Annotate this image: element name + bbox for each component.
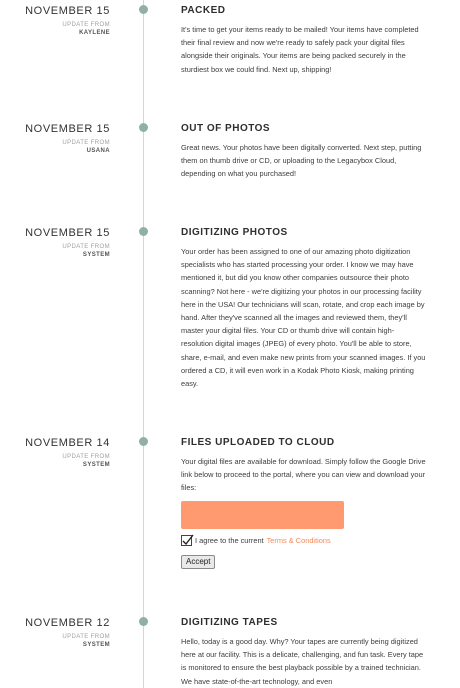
entry-body: Hello, today is a good day. Why? Your tapes are currently being digitized here at our facility. This is a delicate, challenging, and fun task. Every tape is monitored to ensure the best playback possible by a trained technician. We have state-of-the-art technology, and even bbox=[181, 637, 424, 686]
entry-content bbox=[181, 617, 426, 688]
timeline-dot bbox=[139, 5, 148, 14]
update-from-name: SYSTEM bbox=[82, 642, 110, 648]
terms-conditions-link[interactable]: Terms & Conditions bbox=[266, 536, 331, 546]
entry-title: FILES UPLOADED TO CLOUD bbox=[181, 437, 335, 448]
agree-text: I agree to the current bbox=[195, 536, 264, 546]
accept-button[interactable]: Accept bbox=[181, 555, 215, 569]
entry-meta bbox=[0, 5, 110, 37]
google-drive-link-box[interactable] bbox=[181, 501, 344, 529]
update-from-label: UPDATE FROM bbox=[62, 22, 110, 28]
update-from-label: UPDATE FROM bbox=[62, 244, 110, 250]
entry-date: NOVEMBER 15 bbox=[25, 123, 110, 135]
entry-content bbox=[181, 437, 426, 569]
terms-checkbox[interactable] bbox=[181, 535, 192, 546]
entry-body: Your digital files are available for download. Simply follow the Google Drive link below to proceed to the portal, where you can view and download your files: bbox=[181, 457, 426, 493]
timeline-dot bbox=[139, 617, 148, 626]
timeline-dot bbox=[139, 123, 148, 132]
entry-meta bbox=[0, 437, 110, 469]
entry-meta bbox=[0, 227, 110, 259]
entry-date: NOVEMBER 15 bbox=[25, 5, 110, 17]
entry-body: It's time to get your items ready to be mailed! Your items have completed their final review and now we're ready to safely pack your digital files alongside their originals. Your items are being packed securely in the sturdiest box we could find. Next up, shipping! bbox=[181, 25, 419, 74]
entry-title: DIGITIZING PHOTOS bbox=[181, 227, 288, 238]
terms-agree-row bbox=[181, 533, 426, 549]
entry-content bbox=[181, 227, 426, 390]
entry-title: DIGITIZING TAPES bbox=[181, 617, 278, 628]
timeline-dot bbox=[139, 227, 148, 236]
update-from-label: UPDATE FROM bbox=[62, 634, 110, 640]
update-from-name: SYSTEM bbox=[82, 252, 110, 258]
update-from-name: USANA bbox=[86, 148, 110, 154]
entry-content bbox=[181, 5, 426, 76]
update-from-label: UPDATE FROM bbox=[62, 454, 110, 460]
update-from-name: KAYLENE bbox=[79, 30, 110, 36]
update-from-name: SYSTEM bbox=[82, 462, 110, 468]
update-from-label: UPDATE FROM bbox=[62, 140, 110, 146]
entry-date: NOVEMBER 15 bbox=[25, 227, 110, 239]
entry-date: NOVEMBER 12 bbox=[25, 617, 110, 629]
entry-title: OUT OF PHOTOS bbox=[181, 123, 271, 134]
entry-date: NOVEMBER 14 bbox=[25, 437, 110, 449]
entry-meta bbox=[0, 617, 110, 649]
entry-body: Your order has been assigned to one of our amazing photo digitization specialists who has started processing your order. I know we may have mentioned it, but did you know other companies outsource their photo scanning? Not here - we're digitizing your photos in our processing facility here in the USA! Our technicians will scan, rotate, and crop each image by hand. After they've scanned all the images and reviewed them, they'll master your digital files. Your CD or thumb drive will contain high-resolution digital images (JPEG) of every photo. You'll be able to store, share, e-mail, and even make new prints from your scanned images. If you ordered a CD, it will even work in a Kodak Photo Kiosk, making printing easy. bbox=[181, 247, 426, 389]
timeline-line bbox=[143, 0, 144, 688]
entry-title: PACKED bbox=[181, 5, 226, 16]
entry-body: Great news. Your photos have been digitally converted. Next step, putting them on thumb drive or CD, or uploading to the Legacybox Cloud, depending on what you purchased! bbox=[181, 143, 422, 179]
entry-meta bbox=[0, 123, 110, 155]
checkmark-icon bbox=[181, 533, 195, 547]
entry-content bbox=[181, 123, 426, 181]
timeline-dot bbox=[139, 437, 148, 446]
